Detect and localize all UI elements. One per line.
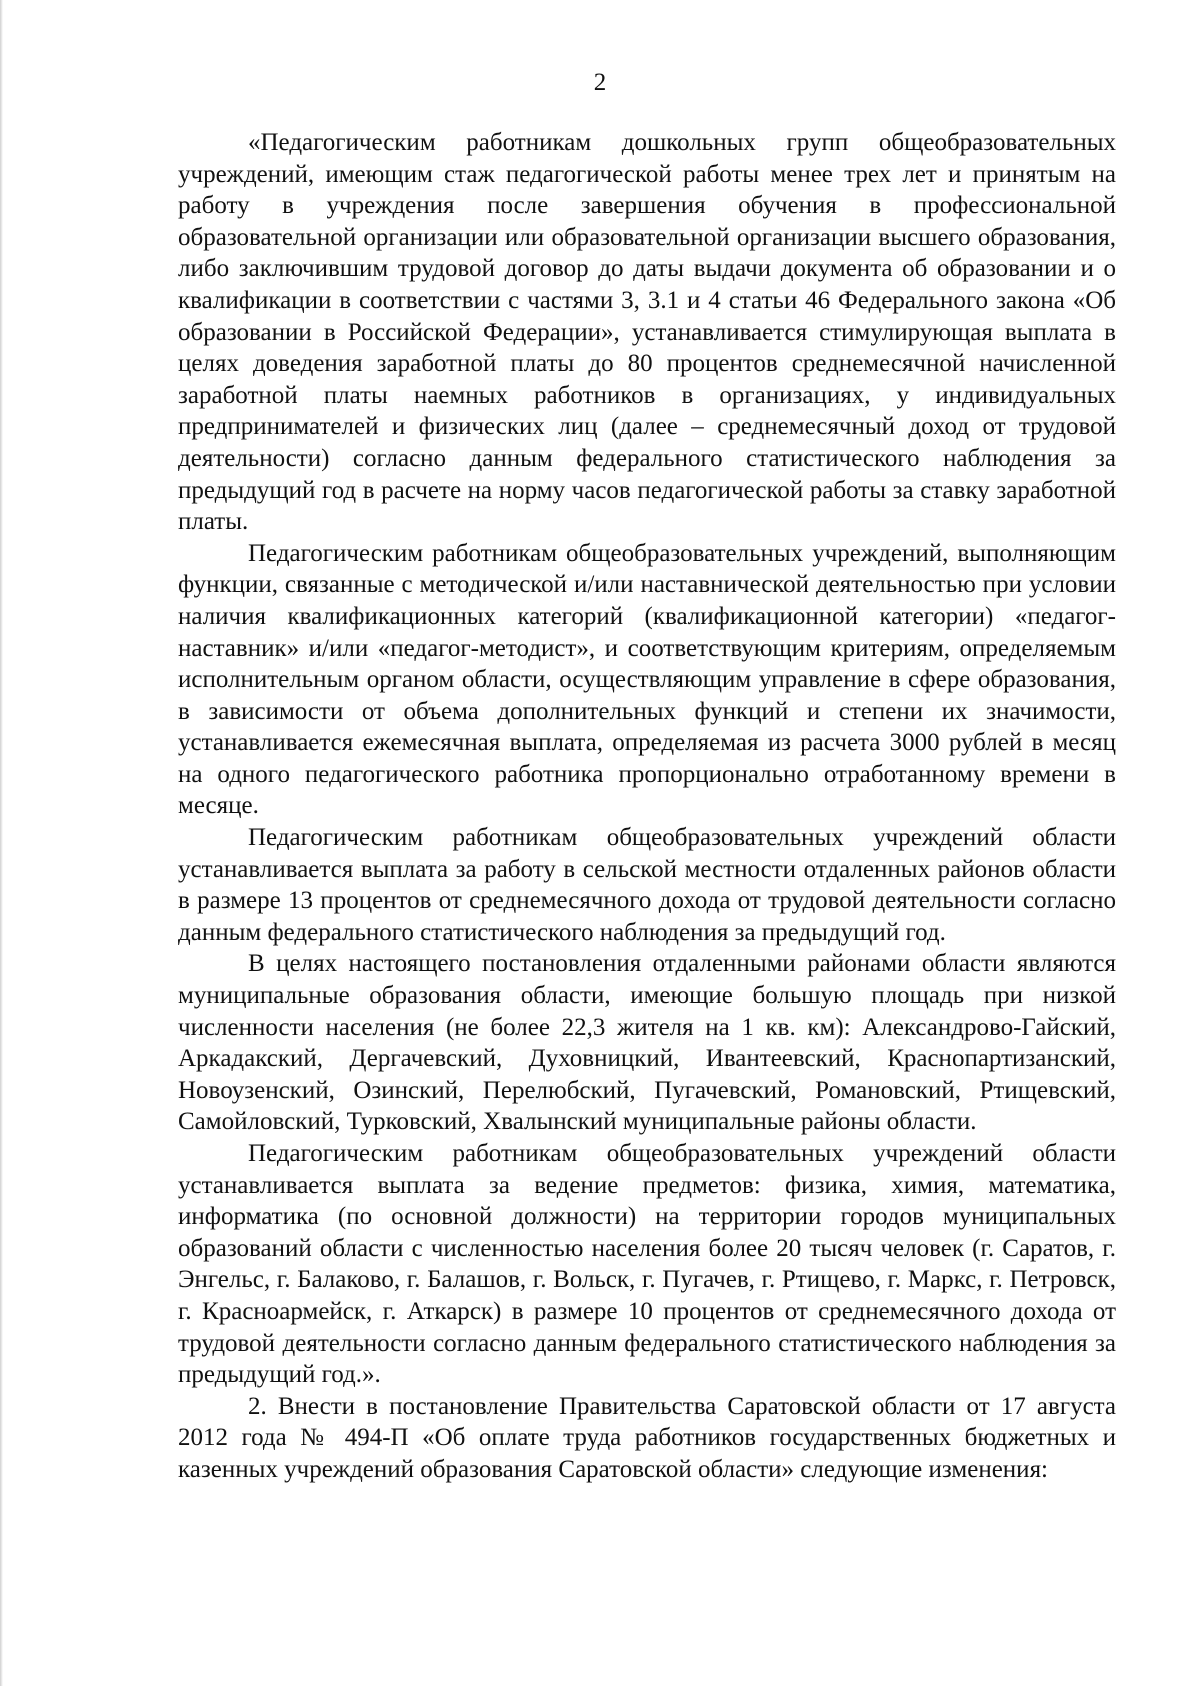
paragraph-subjects-payment: Педагогическим работникам общеобразовательных учреждений области устанавливается выплата за ведение предметов: физика, химия, математика, информатика (по основной должности) на территории городов муниципальных образований области с численностью населения более 20 тысяч человек (г. Саратов, г. Энгельс, г. Балаково, г. Балашов, г. Вольск, г. Пугачев, г. Ртищево, г. Маркс, г. Петровск, г. Красноармейск, г. Аткарск) в размере 10 процентов от среднемесячного дохода от трудовой деятельности согласно данным федерального статистического наблюдения за предыдущий год.». bbox=[178, 1140, 1116, 1389]
paragraph-mentor-payment: Педагогическим работникам общеобразовательных учреждений, выполняющим функции, связанные с методической и/или наставнической деятельностью при условии наличия квалификационных категорий (квалификационной категории) «педагог-наставник» и/или «педагог-методист», и соответствующим критериям, определяемым исполнительным органом области, осуществляющим управление в сфере образования, в зависимости от объема дополнительных функций и степени их значимости, устанавливается ежемесячная выплата, определяемая из расчета 3000 рублей в месяц на одного педагогического работника пропорционально отработанному времени в месяце. bbox=[178, 539, 1116, 820]
page-number: 2 bbox=[593, 69, 607, 96]
paragraph-amendment-494p: 2. Внести в постановление Правительства Саратовской области от 17 августа 2012 года № 494-П «Об оплате труда работников государственных бюджетных и казенных учреждений образования Саратовской области» следующие изменения: bbox=[178, 1392, 1116, 1483]
paragraph-remote-districts: В целях настоящего постановления отдаленными районами области являются муниципальные образования области, имеющие большую площадь при низкой численности населения (не более 22,3 жителя на 1 кв. км): Александрово-Гайский, Аркадакский, Дергачевский, Духовницкий, Ивантеевский, Краснопартизанский, Новоузенский, Озинский, Перелюбский, Пугачевский, Романовский, Ртищевский, Самойловский, Турковский, Хвалынский муниципальные районы области. bbox=[178, 950, 1116, 1136]
paragraph-preschool-payment: «Педагогическим работникам дошкольных групп общеобразовательных учреждений, имеющим стаж педагогической работы менее трех лет и принятым на работу в учреждения после завершения обучения в профессиональной образовательной организации или образовательной организации высшего образования, либо заключившим трудовой договор до даты выдачи документа об образовании и о квалификации в соответствии с частями 3, 3.1 и 4 статьи 46 Федерального закона «Об образовании в Российской Федерации», устанавливается стимулирующая выплата в целях доведения заработной платы до 80 процентов среднемесячной начисленной заработной платы наемных работников в организациях, у индивидуальных предпринимателей и физических лиц (далее – среднемесячный доход от трудовой деятельности) согласно данным федерального статистического наблюдения за предыдущий год в расчете на норму часов педагогической работы за ставку заработной платы. bbox=[178, 129, 1116, 536]
scan-edge bbox=[0, 0, 3, 1686]
document-body bbox=[178, 127, 1116, 1486]
paragraph-rural-payment: Педагогическим работникам общеобразовательных учреждений области устанавливается выплата за работу в сельской местности отдаленных районов области в размере 13 процентов от среднемесячного дохода от трудовой деятельности согласно данным федерального статистического наблюдения за предыдущий год. bbox=[178, 824, 1116, 946]
